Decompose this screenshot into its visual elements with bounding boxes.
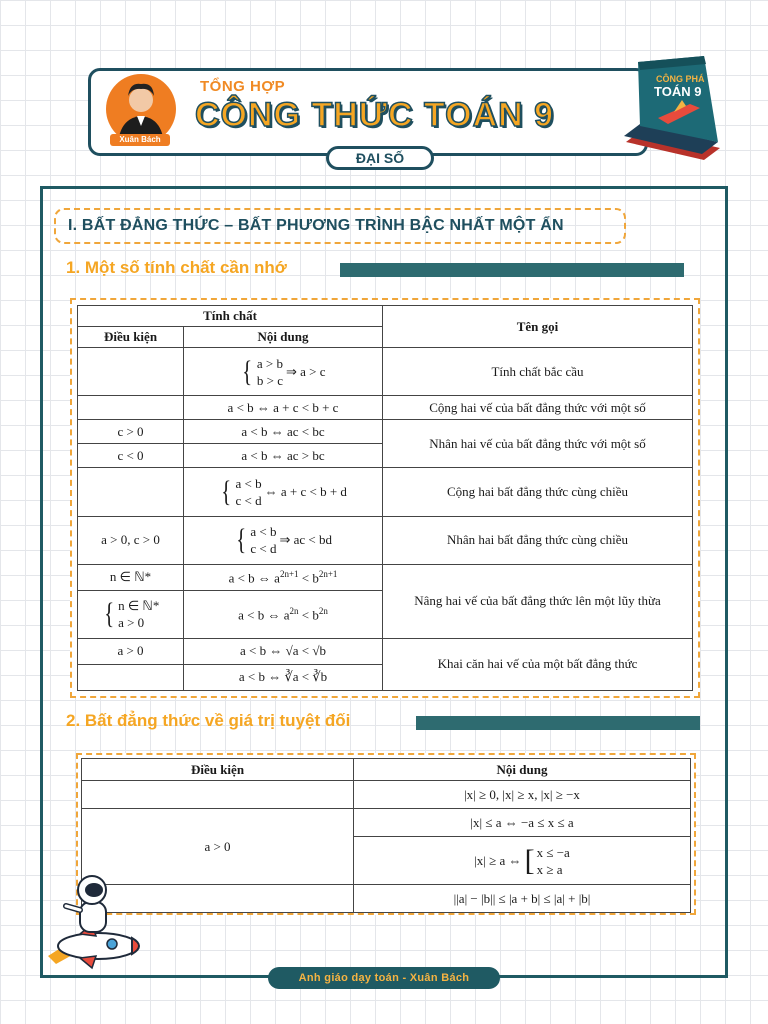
header-noi-dung: Nội dung — [354, 759, 691, 781]
cell-add-number-content: a < b ⇔ a + c < b + c — [184, 396, 383, 420]
properties-table-frame — [70, 298, 700, 698]
book-cover-image — [620, 56, 724, 164]
subsection-1-bar — [340, 263, 684, 277]
cell-empty — [78, 396, 184, 420]
page-title: CÔNG THỨC TOÁN 9 — [195, 96, 555, 134]
cell-cbrt-content: a < b ⇔ ∛a < ∛b — [184, 664, 383, 690]
cell-empty — [78, 348, 184, 396]
cell-power-name: Nâng hai vế của bất đẳng thức lên một lũy thừa — [383, 564, 693, 638]
book-title-line-2: TOÁN 9 — [654, 84, 702, 99]
cell-empty — [78, 664, 184, 690]
cell-empty — [82, 781, 354, 809]
avatar-caption: Xuân Bách — [110, 134, 170, 146]
header-tinh-chat: Tính chất — [78, 306, 383, 327]
cell-empty — [78, 468, 184, 516]
cell-add-ineq-content: { a < b c < d ⇔ a + c < b + d — [184, 468, 383, 516]
cell-sqrt-content: a < b ⇔ √a < √b — [184, 638, 383, 664]
cell-abs-basic: |x| ≥ 0, |x| ≥ x, |x| ≥ −x — [354, 781, 691, 809]
cell-cond-c-pos: c > 0 — [78, 420, 184, 444]
cell-mul-ineq-name: Nhân hai bất đẳng thức cùng chiều — [383, 516, 693, 564]
cell-abs-triangle: ||a| − |b|| ≤ |a + b| ≤ |a| + |b| — [354, 885, 691, 913]
cell-abs-le: |x| ≤ a ⇔ −a ≤ x ≤ a — [354, 809, 691, 837]
cell-mul-ineq-content: { a < b c < d ⇒ ac < bd — [184, 516, 383, 564]
header-dieu-kien: Điều kiện — [78, 327, 184, 348]
subsection-2-bar — [416, 716, 700, 730]
cell-mul-pos-content: a < b ⇔ ac < bc — [184, 420, 383, 444]
cell-cond-a-pos: a > 0 — [78, 638, 184, 664]
header-subtitle: TỔNG HỢP — [200, 78, 286, 95]
cell-root-name: Khai căn hai vế của một bất đẳng thức — [383, 638, 693, 690]
cell-power-odd-content: a < b ⇔ $a^{2n+1} < b^{2n+1}$ — [184, 564, 383, 590]
section-title: I. BẤT ĐẲNG THỨC – BẤT PHƯƠNG TRÌNH BẬC NHẤT MỘT ẨN — [54, 208, 626, 244]
properties-table — [77, 305, 693, 691]
footer-author-pill: Anh giáo dạy toán - Xuân Bách — [268, 967, 500, 989]
cell-power-even-content: a < b ⇔ $a^{2n} < b^{2n}$ — [184, 590, 383, 638]
absolute-value-table — [81, 758, 691, 913]
cell-cond-c-neg: c < 0 — [78, 444, 184, 468]
cell-cond-ac-pos: a > 0, c > 0 — [78, 516, 184, 564]
cell-add-number-name: Cộng hai vế của bất đẳng thức với một số — [383, 396, 693, 420]
absolute-value-table-frame — [76, 753, 696, 915]
cell-cond-n-natural: n ∈ ℕ* — [78, 564, 184, 590]
header-noi-dung: Nội dung — [184, 327, 383, 348]
category-pill: ĐẠI SỐ — [326, 146, 434, 170]
astronaut-rocket-illustration — [44, 872, 148, 976]
header-dieu-kien: Điều kiện — [82, 759, 354, 781]
cell-add-ineq-name: Cộng hai bất đẳng thức cùng chiều — [383, 468, 693, 516]
cell-cond-n-natural-a-pos: { n ∈ ℕ* a > 0 — [78, 590, 184, 638]
cell-mul-neg-content: a < b ⇔ ac > bc — [184, 444, 383, 468]
header-ten-goi: Tên gọi — [383, 306, 693, 348]
cell-mul-number-name: Nhân hai vế của bất đẳng thức với một số — [383, 420, 693, 468]
cell-cond-a-pos: a > 0 — [82, 809, 354, 885]
book-title-line-1: CÔNG PHÁ — [656, 74, 705, 84]
cell-abs-ge: |x| ≥ a ⇔ [ x ≤ −a x ≥ a — [354, 837, 691, 885]
subsection-2-title: 2. Bất đẳng thức về giá trị tuyệt đối — [66, 711, 351, 730]
subsection-1-title: 1. Một số tính chất cần nhớ — [66, 258, 287, 277]
cell-transitive-content: { a > b b > c ⇒ a > c — [184, 348, 383, 396]
cell-transitive-name: Tính chất bắc cầu — [383, 348, 693, 396]
